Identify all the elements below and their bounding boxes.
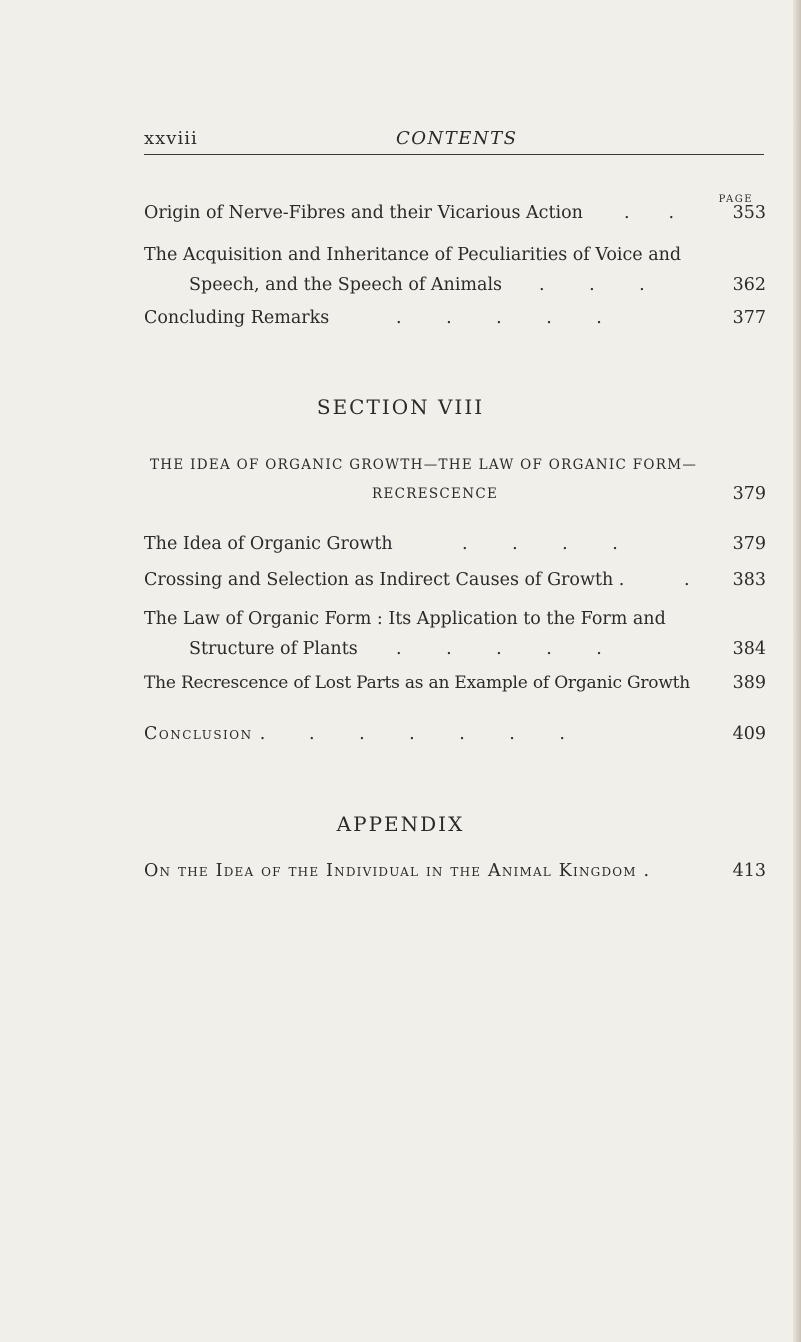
toc-entry-title: The Law of Organic Form : Its Application to the Form and — [144, 609, 666, 629]
toc-entry-title-cont: Structure of Plants — [189, 639, 358, 659]
toc-entry-title: Concluding Remarks — [144, 308, 330, 328]
toc-entry-page: 362 — [732, 275, 766, 295]
toc-entry-page: 383 — [732, 570, 766, 590]
toc-entry-conclusion — [144, 719, 766, 749]
toc-entry — [144, 240, 766, 300]
toc-entry — [144, 529, 766, 559]
toc-entry-appendix — [144, 856, 766, 886]
toc-entry-title-cont: Speech, and the Speech of Animals — [189, 275, 503, 295]
header-rule — [144, 154, 764, 155]
leader-dots: . . — [624, 203, 675, 223]
page-column-label: PAGE — [718, 194, 753, 205]
toc-entry-title: On the Idea of the Individual in the Animal Kingdom . — [144, 861, 651, 881]
toc-entry-title: Crossing and Selection as Indirect Causes of Growth . — [144, 570, 625, 590]
toc-entry-page: 384 — [732, 639, 766, 659]
toc-entry-title: Origin of Nerve-Fibres and their Vicarious Action — [144, 203, 583, 223]
page-edge — [793, 0, 801, 1342]
running-title: CONTENTS — [396, 128, 518, 149]
toc-entry — [144, 303, 766, 333]
toc-entry-title: Conclusion . — [144, 724, 267, 744]
toc-entry-page: 353 — [732, 203, 766, 223]
section-page-ref — [144, 479, 766, 509]
leader-dots: . . . . . — [396, 639, 602, 659]
toc-entry-title: The Recrescence of Lost Parts as an Example of Organic Growth — [144, 673, 691, 693]
toc-entry-title: The Acquisition and Inheritance of Peculiarities of Voice and — [144, 245, 682, 265]
toc-entry-page: 413 — [732, 861, 766, 881]
toc-entry — [144, 565, 766, 595]
leader-dots: . . . — [539, 275, 645, 295]
leader-dots: . . . . . — [396, 308, 602, 328]
page-header — [144, 124, 764, 158]
section-subtitle-cont: RECRESCENCE — [372, 486, 499, 502]
leader-dots: . . . . . . — [309, 724, 565, 744]
toc-entry-page: 409 — [732, 724, 766, 744]
section-heading: SECTION VIII — [316, 395, 485, 419]
toc-entry-page: 389 — [732, 673, 766, 693]
toc-entry-page: 377 — [732, 308, 766, 328]
toc-entry — [144, 668, 766, 698]
leader-dots: . — [684, 570, 690, 590]
toc-entry-page: 379 — [732, 534, 766, 554]
toc-entry-page: 379 — [732, 484, 766, 504]
leader-dots: . . . . — [462, 534, 618, 554]
section-subtitle: THE IDEA OF ORGANIC GROWTH—THE LAW OF ORGANIC FORM— — [150, 457, 698, 473]
toc-entry-title: The Idea of Organic Growth — [144, 534, 393, 554]
appendix-heading: APPENDIX — [336, 812, 465, 836]
folio-number: xxviii — [144, 128, 198, 149]
toc-entry — [144, 198, 766, 228]
toc-entry — [144, 604, 766, 664]
